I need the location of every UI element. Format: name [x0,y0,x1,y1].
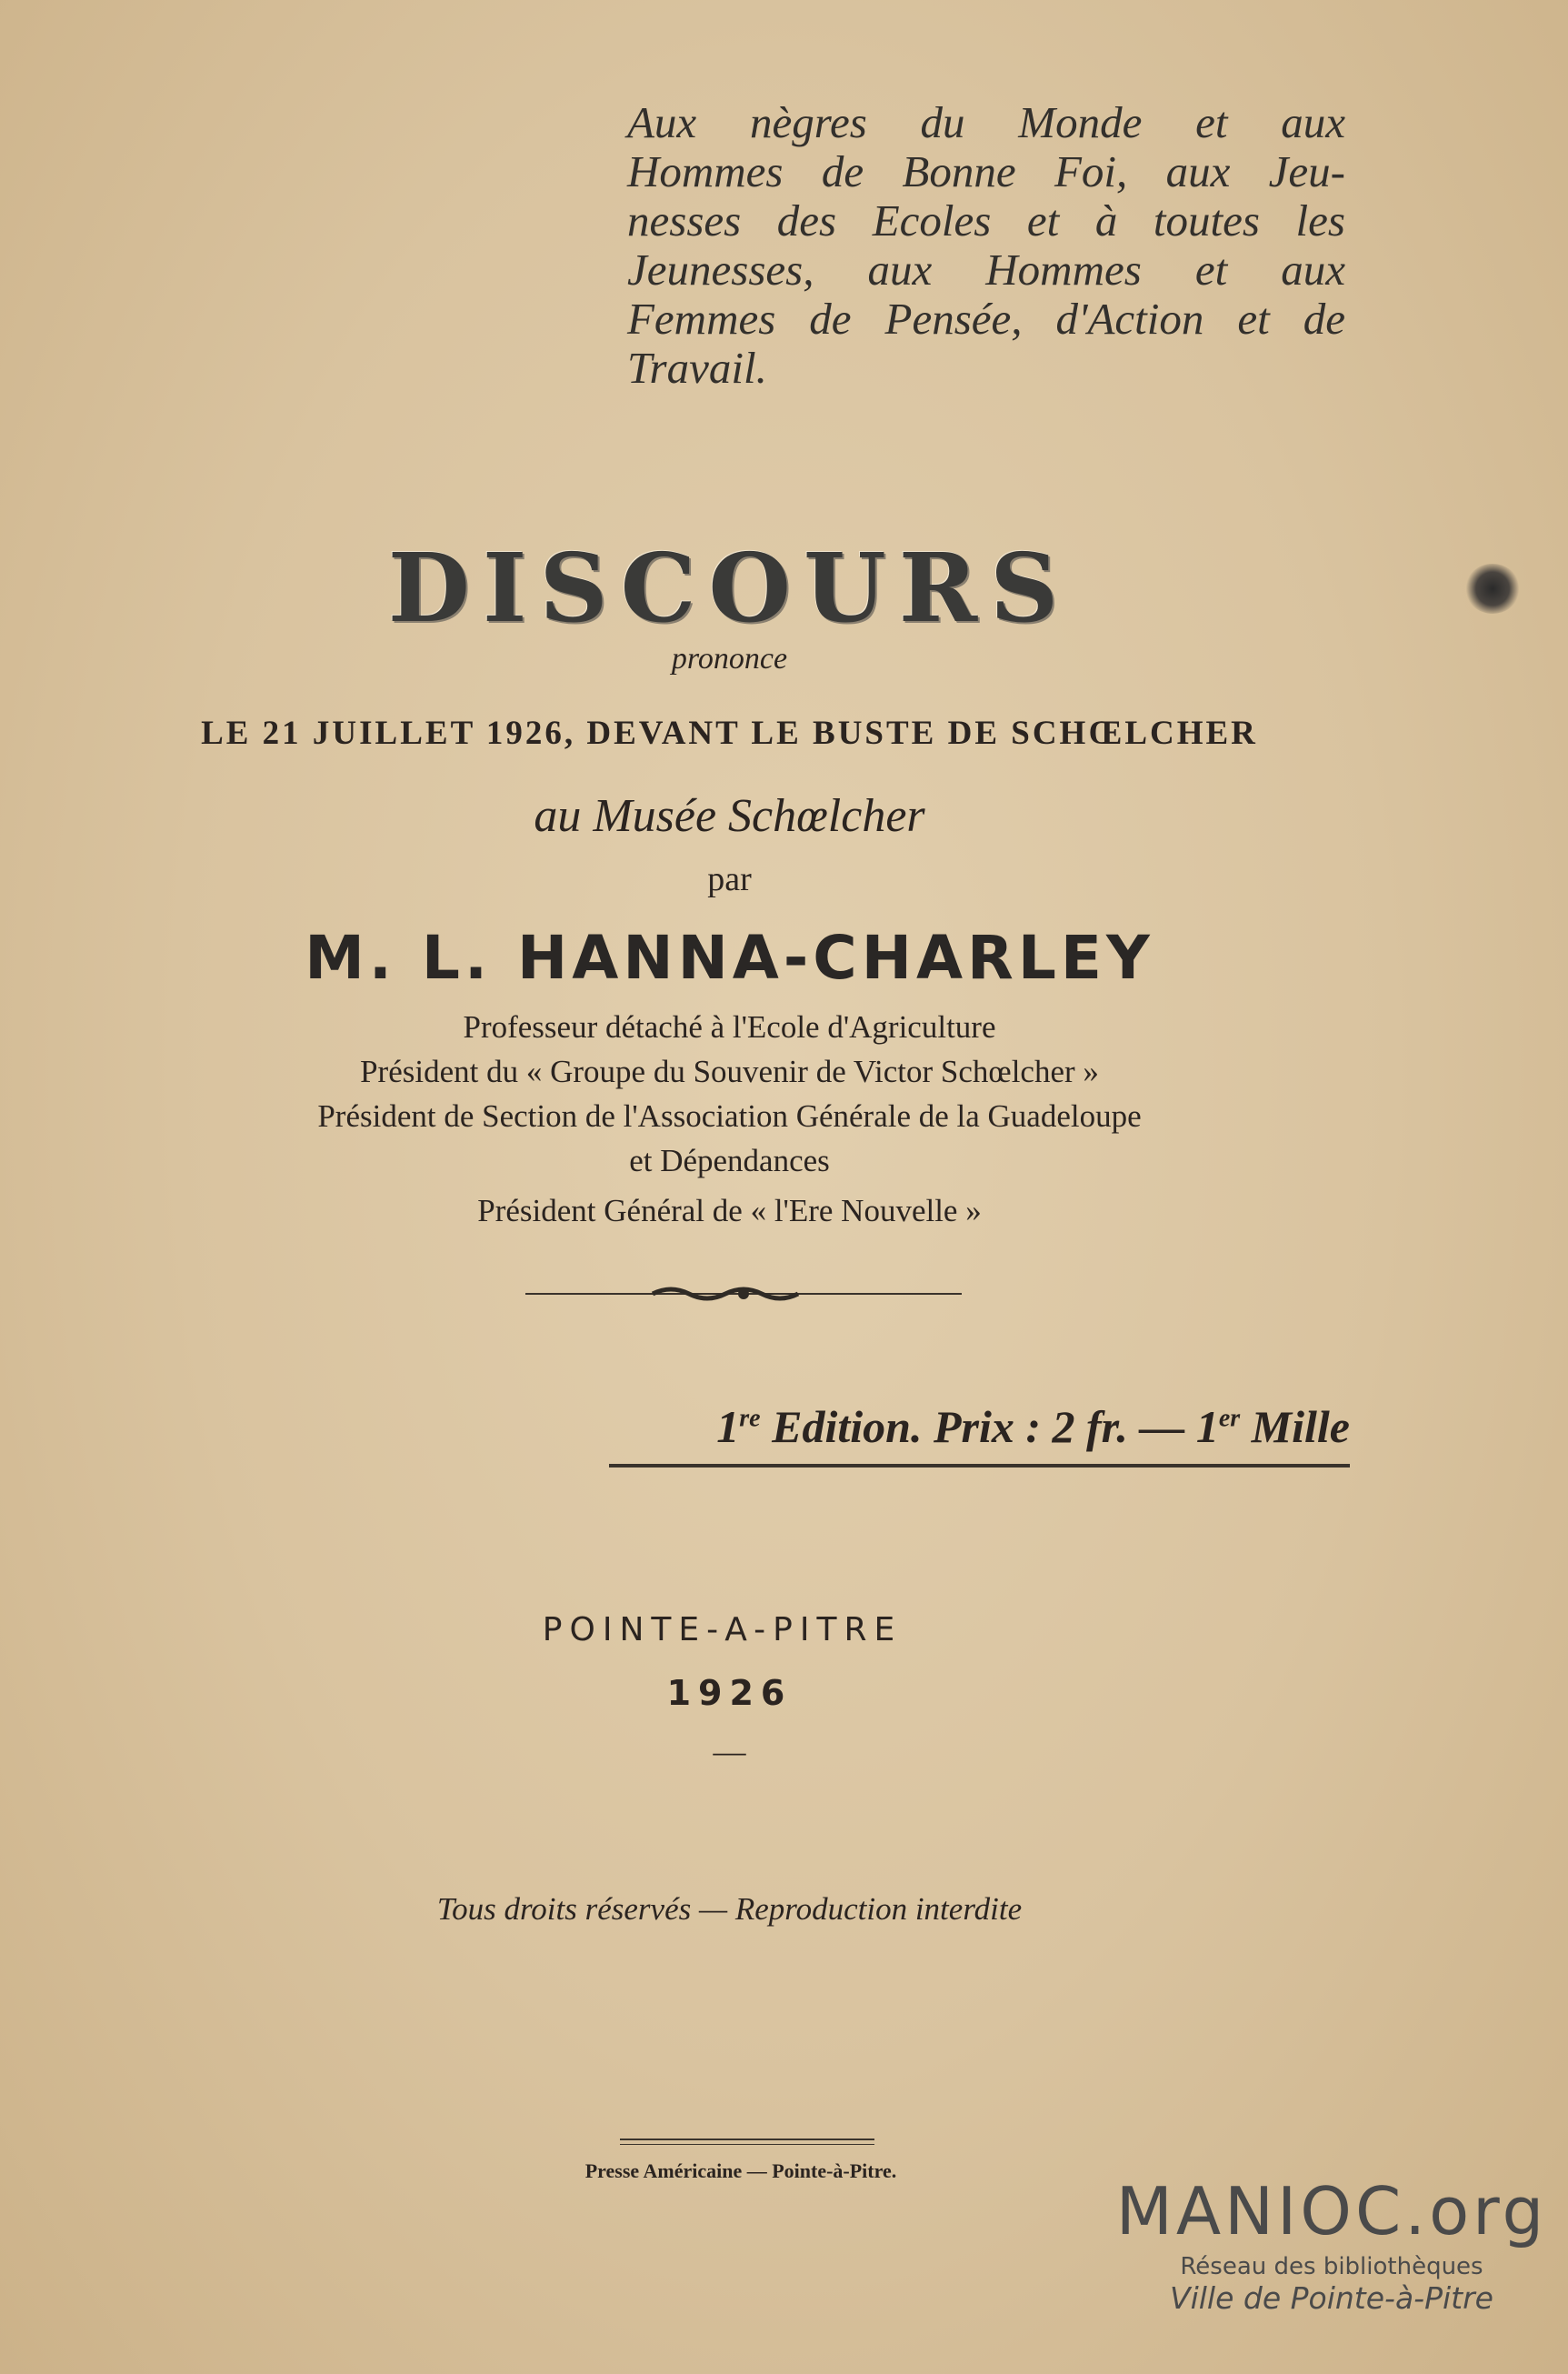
publication-year: 1926 [666,1673,793,1713]
author-title-line: Président du « Groupe du Souvenir de Victor Schœlcher » [360,1054,1099,1089]
author-name: M. L. HANNA-CHARLEY [305,923,1154,993]
mille-ordinal: er [1218,1404,1241,1433]
author-title-line: Professeur détaché à l'Ecole d'Agriculture [463,1009,996,1045]
author-title-line: Président Général de « l'Ere Nouvelle » [477,1193,982,1228]
author-titles [0,1005,1459,1233]
edition-text: Edition. Prix : 2 fr. — [760,1401,1196,1452]
dedication [627,98,1345,393]
watermark-network: Réseau des bibliothèques [1180,2253,1483,2280]
dedication-line: Travail. [627,343,767,393]
printer-imprint: Presse Américaine — Pointe-à-Pitre. [584,2159,897,2182]
publication-city: POINTE-A-PITRE [542,1611,903,1648]
separator-dash: — [713,1733,746,1769]
rights-notice: Tous droits réservés — Reproduction interdite [436,1891,1023,1927]
ornament-divider [525,1280,962,1307]
edition-ordinal: re [739,1404,761,1433]
manioc-watermark [1114,2173,1550,2316]
page-title: DISCOURS [387,532,1072,644]
dateline: LE 21 JUILLET 1926, DEVANT LE BUSTE DE SCHŒLCHER [201,715,1258,752]
museum-line: au Musée Schœlcher [534,790,925,842]
mille-text: Mille [1240,1401,1350,1452]
dedication-line: Hommes de Bonne Foi, aux Jeu- [627,146,1345,196]
dedication-line: Femmes de Pensée, d'Action et de [627,294,1345,344]
manioc-logo: MANIOC.org [1115,2173,1548,2249]
author-title-line: et Dépendances [629,1143,830,1178]
mille-number: 1 [1195,1401,1219,1452]
edition-price-line [609,1400,1350,1467]
dedication-line: nesses des Ecoles et à toutes les [627,195,1345,245]
subtitle-prononce: prononce [671,642,788,676]
edition-number: 1 [716,1401,740,1452]
dedication-line: Aux nègres du Monde et aux [627,97,1345,147]
ink-blot [1465,564,1520,614]
dedication-line: Jeunesses, aux Hommes et aux [627,245,1345,295]
author-title-line: Président de Section de l'Association Générale de la Guadeloupe [317,1098,1142,1134]
watermark-city: Ville de Pointe-à-Pitre [1170,2280,1493,2316]
printer-rule [620,2139,874,2145]
par-line: par [707,860,752,898]
